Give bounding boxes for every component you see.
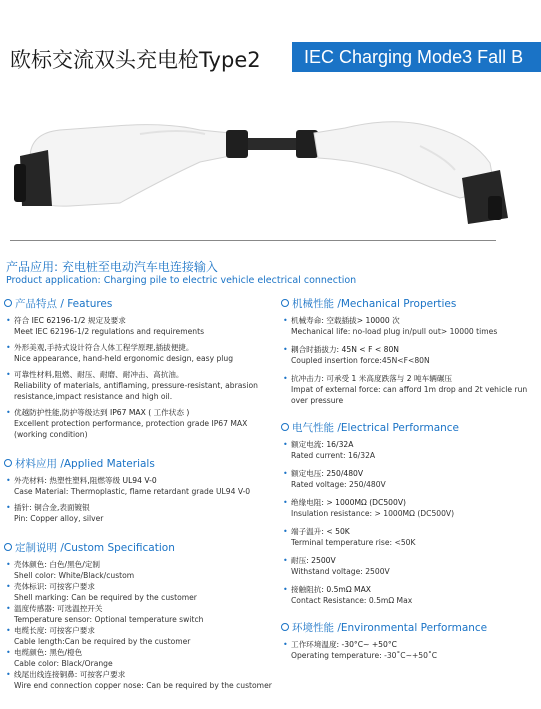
list-item: • 端子温升: < 50K Terminal temperature rise: <50K: [283, 527, 416, 547]
bullet-icon: •: [283, 374, 288, 383]
list-item: • 工作环境温度: -30°C~ +50°C Operating temperature: -30˚C~+50˚C: [283, 640, 438, 660]
bullet-icon: •: [6, 648, 11, 657]
right-column: [281, 296, 539, 671]
custom-section: [4, 540, 274, 691]
bullet-icon: •: [283, 585, 288, 594]
cable: [226, 130, 318, 158]
list-item: • 机械寿命: 空载插拔> 10000 次 Mechanical life: no-load plug in/pull out> 10000 times: [283, 316, 498, 336]
list-item: • 符合 IEC 62196-1/2 规定及要求 Meet IEC 62196-1/2 regulations and requirements: [6, 316, 205, 336]
list-item: • 外形美观,手持式设计符合人体工程学原理,插拔便捷。 Nice appearance, hand-held ergonomic design, easy plug: [6, 343, 234, 363]
features-section: [4, 296, 274, 440]
bullet-icon: •: [6, 408, 11, 417]
circle-bullet-icon: [281, 299, 289, 307]
bullet-icon: •: [283, 527, 288, 536]
mechanical-section: [281, 296, 539, 406]
features-heading: 产品特点 / Features: [4, 296, 274, 311]
title-banner: IEC Charging Mode3 Fall B: [292, 42, 541, 72]
bullet-icon: •: [283, 440, 288, 449]
list-item: • 可靠性材料,阻燃、耐压、耐磨、耐冲击、高抗油。 Reliability of materials, antiflaming, pressure-resistant, abrasion resistance,impact resistance and high oil.: [6, 370, 258, 401]
bullet-icon: •: [6, 370, 11, 379]
list-item: • 温度传感器: 可选温控开关 Temperature sensor: Optional temperature switch: [6, 604, 204, 624]
application-title-cn: 产品应用: 充电桩至电动汽车电连接输入: [6, 260, 218, 274]
list-item: • 电缆颜色: 黑色/橙色 Cable color: Black/Orange: [6, 648, 113, 668]
left-column: [4, 296, 274, 701]
bullet-icon: •: [6, 316, 11, 325]
list-item: • 耐压: 2500V Withstand voltage: 2500V: [283, 556, 390, 576]
list-item: • 优越防护性能,防护等级达到 IP67 MAX ( 工作状态 ) Excellent protection performance, protection grade IP67 MAX (working condition): [6, 408, 248, 439]
environmental-section: [281, 620, 539, 661]
page-title: 欧标交流双头充电枪Type2: [10, 48, 261, 72]
divider: [10, 240, 496, 241]
circle-bullet-icon: [4, 459, 12, 467]
product-image: [0, 78, 541, 228]
materials-section: [4, 456, 274, 524]
custom-heading: 定制说明 /Custom Specification: [4, 540, 274, 555]
list-item: • 耦合时插拔力: 45N < F < 80N Coupled insertion force:45N<F<80N: [283, 345, 430, 365]
list-item: • 接触阻抗: 0.5mΩ MAX Contact Resistance: 0.5mΩ Max: [283, 585, 413, 605]
mechanical-heading: 机械性能 /Mechanical Properties: [281, 296, 539, 311]
electrical-heading: 电气性能 /Electrical Performance: [281, 420, 539, 435]
circle-bullet-icon: [281, 623, 289, 631]
bullet-icon: •: [6, 582, 11, 591]
electrical-section: [281, 420, 539, 606]
materials-heading: 材料应用 /Applied Materials: [4, 456, 274, 471]
left-connector-plug: [14, 125, 230, 207]
circle-bullet-icon: [281, 423, 289, 431]
bullet-icon: •: [6, 476, 11, 485]
bullet-icon: •: [6, 604, 11, 613]
environmental-heading: 环境性能 /Environmental Performance: [281, 620, 539, 635]
list-item: • 线尾出线连接铜鼻: 可按客户要求 Wire end connection copper nose: Can be required by the customer: [6, 670, 272, 690]
bullet-icon: •: [283, 640, 288, 649]
bullet-icon: •: [283, 469, 288, 478]
bullet-icon: •: [283, 556, 288, 565]
list-item: • 壳体标识: 可按客户要求 Shell marking: Can be required by the customer: [6, 582, 197, 602]
bullet-icon: •: [283, 345, 288, 354]
circle-bullet-icon: [4, 543, 12, 551]
application-title-en: Product application: Charging pile to electric vehicle electrical connection: [6, 275, 357, 286]
right-connector-plug: [314, 122, 508, 224]
list-item: • 电缆长度: 可按客户要求 Cable length:Can be required by the customer: [6, 626, 191, 646]
bullet-icon: •: [6, 626, 11, 635]
list-item: • 插针: 铜合金,表面镀银 Pin: Copper alloy, silver: [6, 503, 104, 523]
bullet-icon: •: [6, 503, 11, 512]
circle-bullet-icon: [4, 299, 12, 307]
bullet-icon: •: [283, 316, 288, 325]
bullet-icon: •: [6, 670, 11, 679]
list-item: • 额定电流: 16/32A Rated current: 16/32A: [283, 440, 376, 460]
list-item: • 外壳材料: 热塑性塑料,阻燃等级 UL94 V-0 Case Material: Thermoplastic, flame retardant grade UL94 V-0: [6, 476, 251, 496]
bullet-icon: •: [283, 498, 288, 507]
list-item: • 抗冲击力: 可承受 1 米高度跌落与 2 吨车辆碾压 Impat of external force: can afford 1m drop and 2t vehicle run over pressure: [283, 374, 528, 405]
list-item: • 绝缘电阻: > 1000MΩ (DC500V) Insulation resistance: > 1000MΩ (DC500V): [283, 498, 455, 518]
list-item: • 壳体颜色: 白色/黑色/定制 Shell color: White/Black/custom: [6, 560, 135, 580]
list-item: • 额定电压: 250/480V Rated voltage: 250/480V: [283, 469, 386, 489]
bullet-icon: •: [6, 343, 11, 352]
bullet-icon: •: [6, 560, 11, 569]
